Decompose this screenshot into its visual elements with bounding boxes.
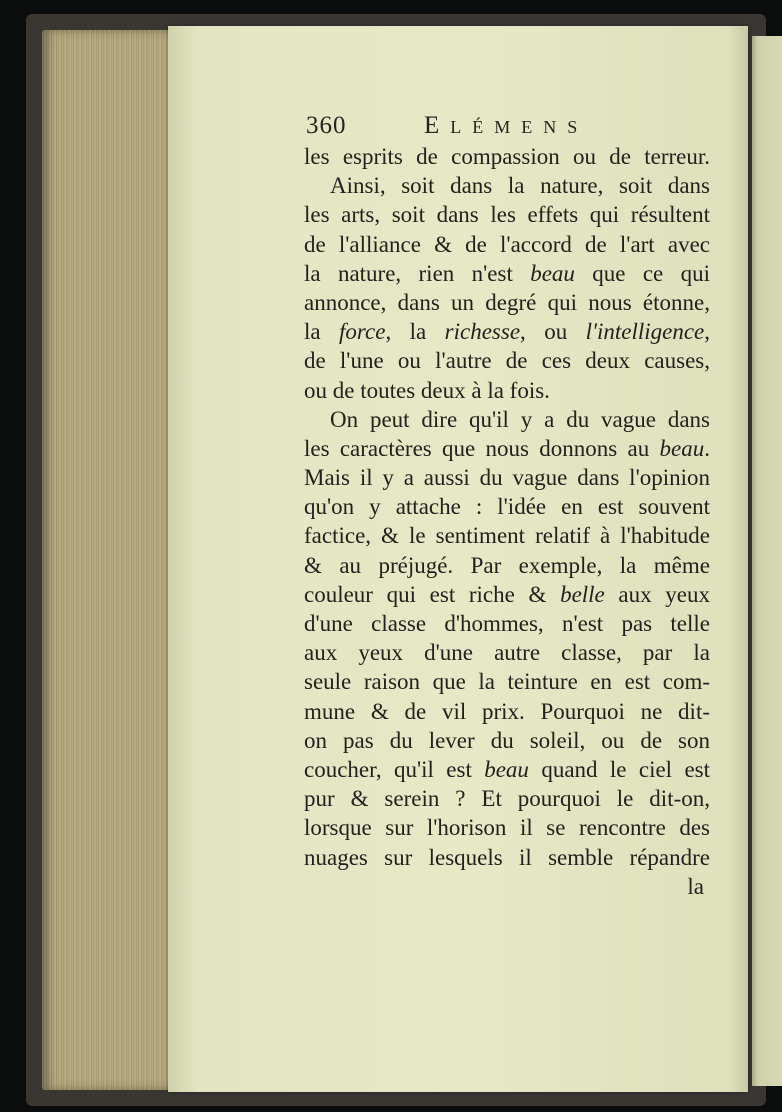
text-line: aux yeux d'une autre classe, par la <box>304 640 710 666</box>
text-line: seule raison que la teinture en est com- <box>304 669 710 695</box>
text-line: la force, la richesse, ou l'intelligence, <box>304 319 710 345</box>
text-line: ou de toutes deux à la fois. <box>304 377 550 403</box>
text-line: les esprits de compassion ou de terreur. <box>304 144 710 169</box>
page-number: 360 <box>306 112 347 139</box>
text-line: & au préjugé. Par exemple, la même <box>304 552 710 578</box>
page-edges <box>42 30 182 1090</box>
text-line: annonce, dans un degré qui nous étonne, <box>304 289 710 315</box>
facing-page-edge <box>752 36 782 1086</box>
text-line: On peut dire qu'il y a du vague dans <box>330 406 710 432</box>
text-line: qu'on y attache : l'idée en est souvent <box>304 494 710 520</box>
text-line: les arts, soit dans les effets qui résultent <box>304 202 710 228</box>
text-line: de l'une ou l'autre de ces deux causes, <box>304 348 710 374</box>
running-title: Elémens <box>424 112 589 139</box>
text-line: factice, & le sentiment relatif à l'habitude <box>304 523 710 549</box>
text-line: coucher, qu'il est beau quand le ciel est <box>304 756 710 782</box>
text-line: Mais il y a aussi du vague dans l'opinion <box>304 465 710 491</box>
text-line: pur & serein ? Et pourquoi le dit-on, <box>304 786 710 812</box>
text-line: la nature, rien n'est beau que ce qui <box>304 260 710 286</box>
text-line: on pas du lever du soleil, ou de son <box>304 727 710 753</box>
text-line: nuages sur lesquels il semble répandre <box>304 844 710 870</box>
text-line: mune & de vil prix. Pourquoi ne dit- <box>304 698 710 724</box>
text-line: les caractères que nous donnons au beau. <box>304 435 710 461</box>
text-line: de l'alliance & de l'accord de l'art avec <box>304 231 710 257</box>
text-line: couleur qui est riche & belle aux yeux <box>304 581 710 607</box>
text-line: lorsque sur l'horison il se rencontre des <box>304 815 710 841</box>
catchword: la <box>687 873 704 899</box>
text-line: Ainsi, soit dans la nature, soit dans <box>330 173 710 199</box>
text-line: d'une classe d'hommes, n'est pas telle <box>304 611 710 636</box>
body-text <box>304 142 710 901</box>
